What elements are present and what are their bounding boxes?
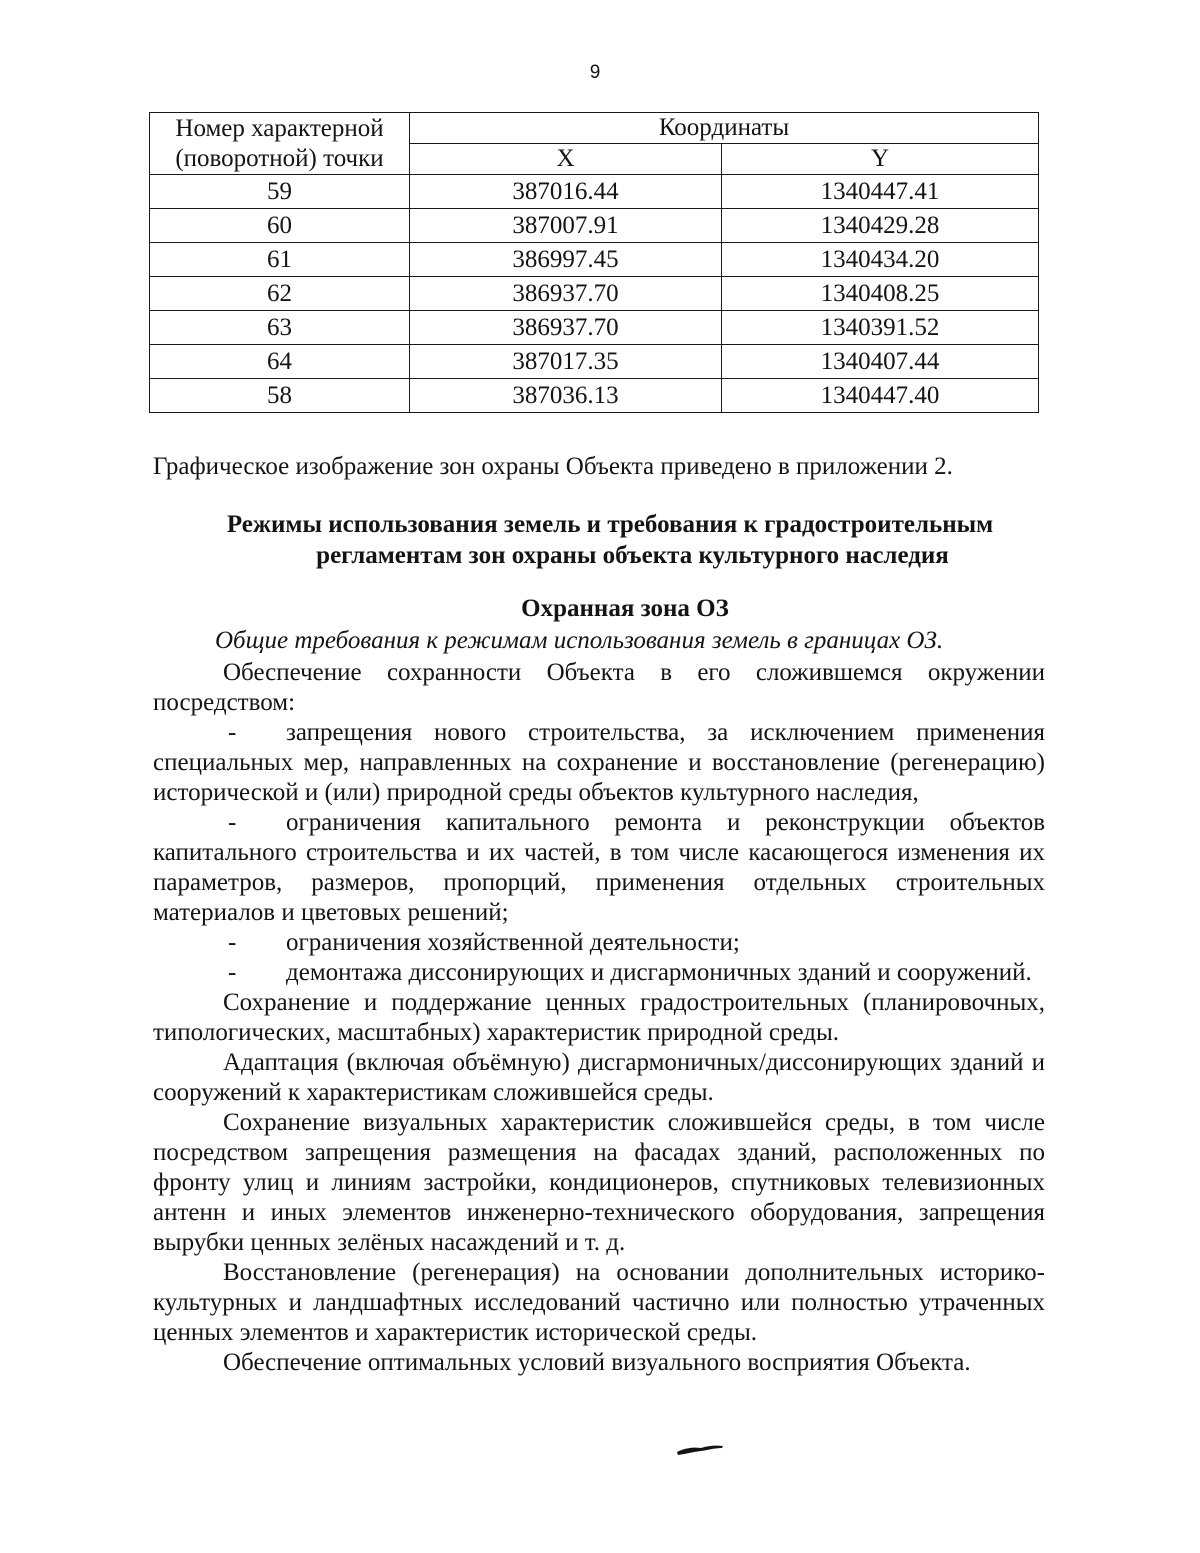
table-row [150,175,1039,209]
table-row [150,345,1039,379]
cell-x: 386937.70 [410,277,722,311]
cell-point: 64 [150,345,410,379]
table-row [150,277,1039,311]
table-row [150,209,1039,243]
heading-line-2: регламентам зон охраны объекта культурного наследия [316,542,949,569]
zone-subtitle: Общие требования к режимам использования земель в границах ОЗ. [215,627,944,654]
body-paragraph: Обеспечение оптимальных условий визуального восприятия Объекта. [223,1349,971,1376]
cell-y: 1340434.20 [722,243,1039,277]
bullet-dash: - [228,929,237,956]
coordinates-table [149,112,1039,413]
bullet-text: запрещения нового строительства, за исключением применения специальных мер, направленных на сохранение и восстановление (регенерацию) исторической и (или) природной среды объектов культурного наследия, [153,719,1045,806]
header-y: Y [722,144,1039,175]
bullet-item [153,718,1045,808]
heading-line-1: Режимы использования земель и требования к градостроительным [226,511,994,538]
bullet-dash: - [228,719,237,746]
table-header-row [150,113,1039,144]
body-paragraph: Адаптация (включая объёмную) дисгармоничных/диссонирующих зданий и сооружений к характеристикам сложившейся среды. [153,1049,1045,1106]
bullet-text: ограничения капитального ремонта и реконструкции объектов капитального строительства и их частей, в том числе касающегося изменения их параметров, размеров, пропорций, применения отдельных строительных материалов и цветовых решений; [153,809,1045,926]
body-paragraph: Сохранение и поддержание ценных градостроительных (планировочных, типологических, масштабных) характеристик природной среды. [153,989,1045,1046]
bullet-text: демонтажа диссонирующих и дисгармоничных зданий и сооружений. [286,959,1032,986]
section-heading [150,509,1070,571]
table-row [150,379,1039,413]
table-row [150,243,1039,277]
cell-y: 1340447.41 [722,175,1039,209]
bullet-dash: - [228,809,237,836]
cell-y: 1340408.25 [722,277,1039,311]
body-text [153,658,1045,1378]
cell-x: 387016.44 [410,175,722,209]
cell-point: 58 [150,379,410,413]
cell-point: 62 [150,277,410,311]
cell-x: 387017.35 [410,345,722,379]
table-row [150,311,1039,345]
bullet-item [153,808,1045,928]
cell-x: 386937.70 [410,311,722,345]
header-point-number: Номер характерной (поворотной) точки [150,113,410,175]
cell-y: 1340391.52 [722,311,1039,345]
bullet-dash: - [228,959,237,986]
header-coordinates: Координаты [410,113,1039,144]
cell-x: 387036.13 [410,379,722,413]
bullet-item [153,928,1045,958]
cell-point: 61 [150,243,410,277]
appendix-reference: Графическое изображение зон охраны Объекта приведено в приложении 2. [153,453,953,480]
body-paragraph: Восстановление (регенерация) на основании дополнительных историко-культурных и ландшафтных исследований частично или полностью утраченных ценных элементов и характеристик исторической среды. [153,1259,1045,1346]
cell-y: 1340429.28 [722,209,1039,243]
cell-y: 1340407.44 [722,345,1039,379]
cell-x: 386997.45 [410,243,722,277]
page-number: 9 [589,62,601,83]
bullet-text: ограничения хозяйственной деятельности; [286,929,740,956]
bullet-item [153,958,1045,988]
zone-title: Охранная зона ОЗ [521,595,729,622]
cell-point: 59 [150,175,410,209]
cell-y: 1340447.40 [722,379,1039,413]
intro-paragraph: Обеспечение сохранности Объекта в его сложившемся окружении посредством: [153,659,1045,716]
body-paragraph: Сохранение визуальных характеристик сложившейся среды, в том числе посредством запрещения размещения на фасадах зданий, расположенных по фронту улиц и линиям застройки, кондиционеров, спутниковых телевизионных антенн и иных элементов инженерно-технического оборудования, запрещения вырубки ценных зелёных насаждений и т. д. [153,1109,1045,1256]
cell-point: 63 [150,311,410,345]
cell-x: 387007.91 [410,209,722,243]
cell-point: 60 [150,209,410,243]
ink-mark-icon [675,1442,725,1456]
header-x: X [410,144,722,175]
